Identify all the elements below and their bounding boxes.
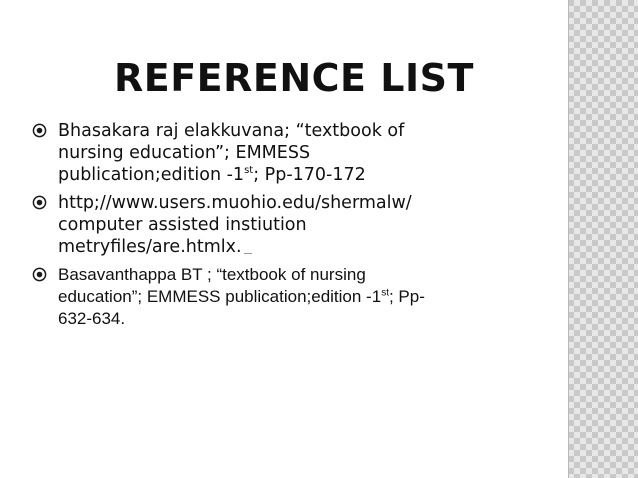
reference-line xyxy=(58,286,552,308)
reference-line xyxy=(58,164,552,186)
reference-item xyxy=(32,192,552,258)
reference-text: ; Pp-170-172 xyxy=(253,165,366,185)
reference-line: 632-634. xyxy=(58,309,126,328)
reference-url-text[interactable]: metryfiles/are.htmlx. xyxy=(58,237,242,257)
reference-line: nursing education”; EMMESS xyxy=(58,143,311,163)
reference-line: Basavanthappa BT ; “textbook of nursing xyxy=(58,265,366,284)
ring-bullet-icon xyxy=(32,123,47,138)
reference-text: education”; EMMESS publication;edition -1 xyxy=(58,287,382,306)
ordinal-superscript: st xyxy=(381,287,389,299)
reference-item xyxy=(32,264,552,330)
slide-title: REFERENCE LIST xyxy=(114,56,474,100)
reference-url-line[interactable]: http;//www.users.muohio.edu/shermalw/ xyxy=(58,193,412,213)
reference-item xyxy=(32,120,552,186)
reference-line xyxy=(58,236,552,258)
reference-text: publication;edition -1 xyxy=(58,165,245,185)
reference-list xyxy=(32,120,552,330)
ring-bullet-icon xyxy=(32,267,47,282)
reference-line: Bhasakara raj elakkuvana; “textbook of xyxy=(58,121,405,141)
ring-bullet-icon xyxy=(32,195,47,210)
reference-text: ; Pp- xyxy=(388,287,425,306)
reference-url-line[interactable]: computer assisted instiution xyxy=(58,215,307,235)
decorative-side-panel xyxy=(568,0,638,478)
hyperlink-marker[interactable] xyxy=(244,240,252,254)
ordinal-superscript: st xyxy=(244,165,254,177)
